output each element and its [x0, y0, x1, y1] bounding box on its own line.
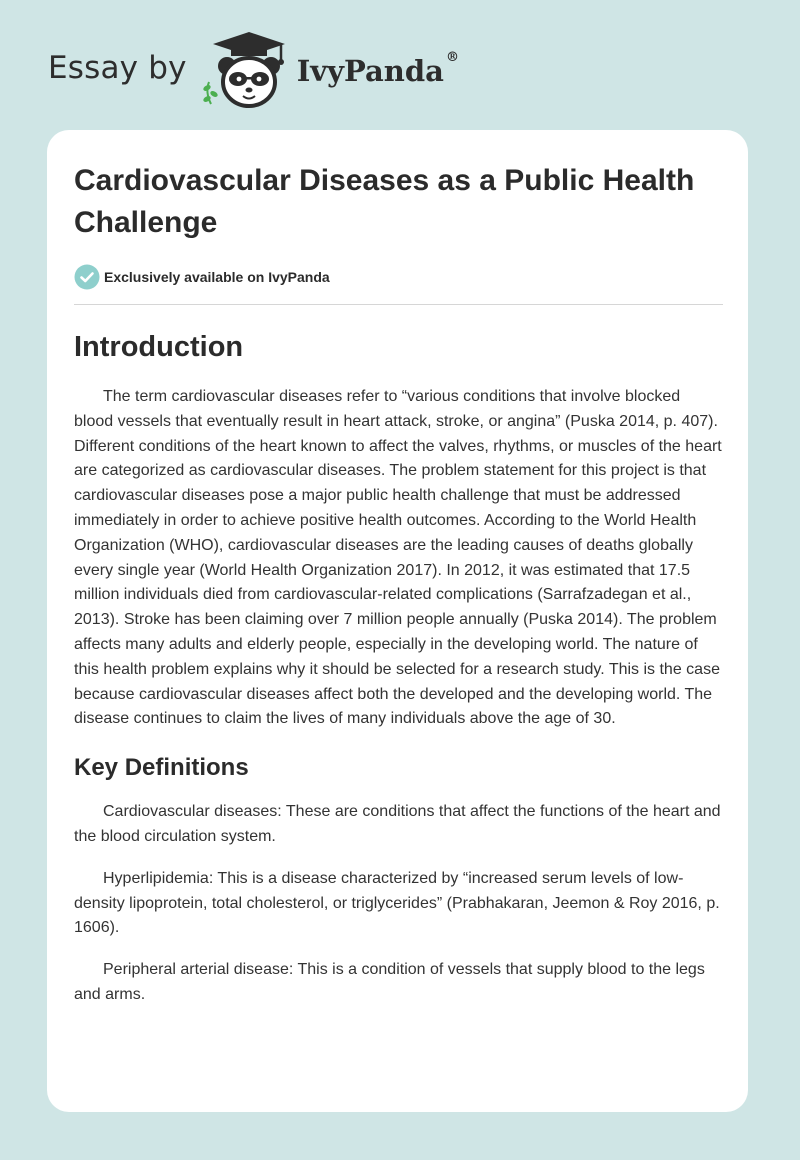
divider — [74, 304, 723, 305]
exclusive-badge — [74, 263, 723, 291]
site-header — [48, 30, 459, 110]
essay-by-label: Essay by — [48, 50, 187, 86]
section-heading-key-definitions: Key Definitions — [74, 754, 249, 782]
check-circle-icon — [74, 264, 100, 290]
essay-content — [74, 160, 723, 1008]
registered-mark: ® — [445, 50, 459, 65]
paragraph: Peripheral arterial disease: This is a condition of vessels that supply blood to the legs and arms. — [74, 961, 705, 1003]
brand-name-text: IvyPanda — [296, 54, 444, 88]
paragraph: Hyperlipidemia: This is a disease characterized by “increased serum levels of low-density lipoprotein, total cholesterol, or triglycerides” (Prabhakaran, Jeemon & Roy 2016, p. 1606). — [74, 869, 720, 937]
panda-graduate-icon[interactable] — [201, 30, 293, 110]
section-heading-introduction: Introduction — [74, 331, 244, 363]
exclusive-badge-text: Exclusively available on IvyPanda — [104, 269, 330, 285]
paragraph: Cardiovascular diseases: These are conditions that affect the functions of the heart and the blood circulation system. — [74, 803, 721, 845]
essay-card — [47, 130, 748, 1112]
essay-title: Cardiovascular Diseases as a Public Health Challenge — [74, 164, 695, 239]
paragraph: The term cardiovascular diseases refer to “various conditions that involve blocked blood vessels that eventually result in heart attack, stroke, or angina” (Puska 2014, p. 407). Different conditions of the heart known to affect the valves, rhythms, or muscles of the heart are categorized as cardiovascular diseases. The problem statement for this project is that cardiovascular diseases pose a major public health challenge that must be addressed immediately in order to achieve positive health outcomes. According to the World Health Organization (WHO), cardiovascular diseases are the leading causes of deaths globally every single year (World Health Organization 2017). In 2012, it was estimated that 17.5 million individuals died from cardiovascular-related complications (Sarrafzadegan et al., 2013). Stroke has been claiming over 7 million people annually (Puska 2014). The problem affects many adults and elderly people, especially in the developing world. The nature of this health problem explains why it should be selected for a research study. This is the case because cardiovascular diseases affect both the developed and the developing world. The disease continues to claim the lives of many individuals above the age of 30. — [74, 388, 722, 728]
brand-name[interactable] — [296, 50, 459, 88]
